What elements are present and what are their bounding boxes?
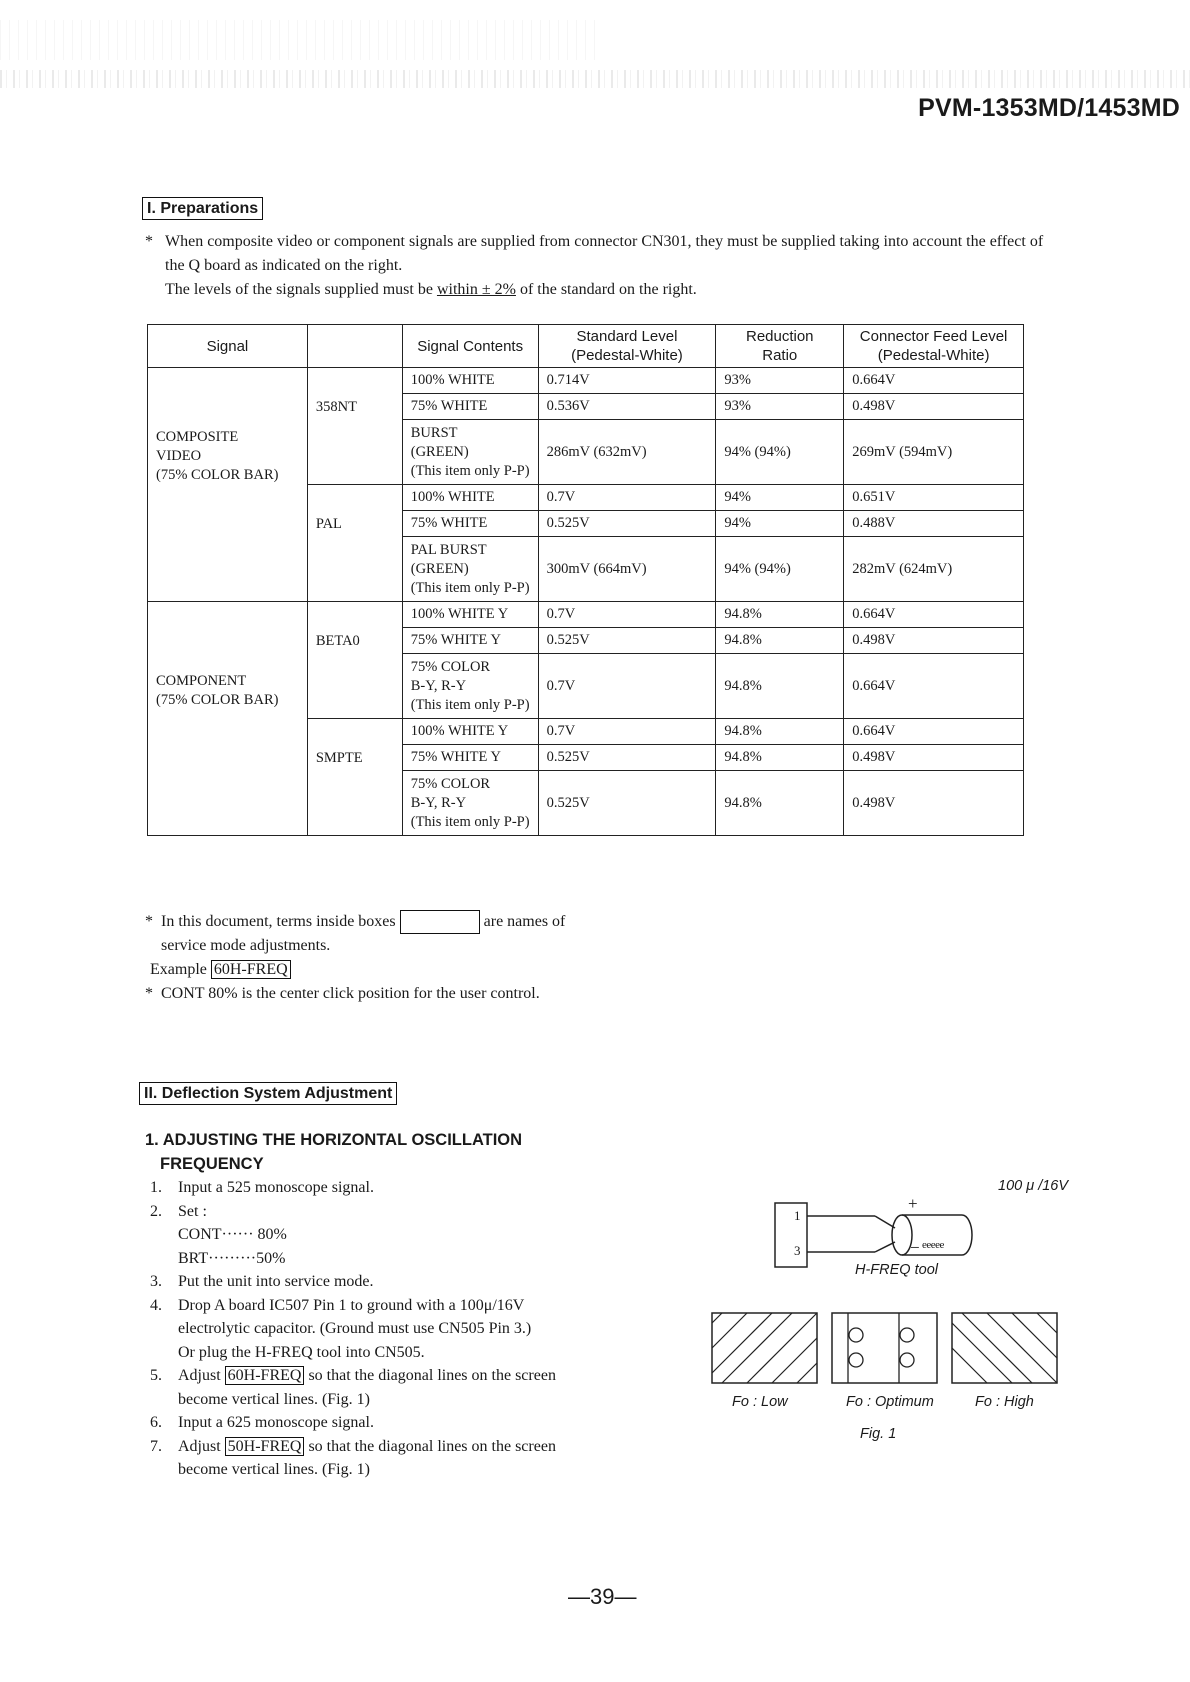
signal-system-cell: 358NT — [307, 368, 402, 485]
table-row — [148, 368, 1024, 394]
cell-feed: 0.664V — [844, 719, 1024, 745]
cell-ratio: 94.8% — [716, 654, 844, 719]
cell-standard: 300mV (664mV) — [538, 537, 716, 602]
signal-system-cell: BETA0 — [307, 602, 402, 719]
model-title: PVM-1353MD/1453MD — [918, 94, 1180, 122]
example-label: Example — [150, 961, 207, 979]
signal-level-table — [147, 324, 1024, 836]
cell-feed: 0.488V — [844, 511, 1024, 537]
cell-standard: 0.7V — [538, 654, 716, 719]
capacitor-end — [892, 1215, 912, 1255]
cell-feed: 0.498V — [844, 745, 1024, 771]
panel-low — [712, 1313, 817, 1383]
step5-adjust-box: 60H-FREQ — [225, 1366, 305, 1385]
cell-contents: 100% WHITE — [402, 368, 538, 394]
fo-high-label: Fo : High — [975, 1394, 1034, 1410]
boxes-note-text: In this document, terms inside boxes — [161, 913, 396, 930]
cell-standard: 0.525V — [538, 511, 716, 537]
cell-ratio: 94.8% — [716, 719, 844, 745]
cell-feed: 282mV (624mV) — [844, 537, 1024, 602]
cell-feed: 0.498V — [844, 628, 1024, 654]
step-item: BRT·········50% — [178, 1249, 286, 1267]
cell-feed: 0.651V — [844, 485, 1024, 511]
table-header-cell: Signal Contents — [402, 325, 538, 368]
table-header-cell: Connector Feed Level (Pedestal-White) — [844, 325, 1024, 368]
table-header-cell: Signal — [148, 325, 308, 368]
cell-contents: 100% WHITE Y — [402, 602, 538, 628]
figure-1 — [700, 1180, 1100, 1460]
cell-standard: 0.525V — [538, 628, 716, 654]
connector-outline — [775, 1203, 807, 1267]
fig-1-caption: Fig. 1 — [860, 1426, 897, 1442]
cell-standard: 0.525V — [538, 771, 716, 836]
cell-ratio: 94.8% — [716, 602, 844, 628]
step-item: CONT······ 80% — [178, 1226, 287, 1243]
table-header-cell: Standard Level (Pedestal-White) — [538, 325, 716, 368]
panel-high — [952, 1313, 1057, 1383]
signal-group-cell: COMPOSITE VIDEO (75% COLOR BAR) — [148, 368, 308, 602]
example-empty-box — [400, 910, 480, 934]
cell-feed: 269mV (594mV) — [844, 420, 1024, 485]
step-item: 1. Input a 525 monoscope signal. — [150, 1179, 374, 1196]
note-line-1: When composite video or component signals are supplied from connector CN301, they must be supplied taking into account the effect of — [165, 233, 1044, 250]
cell-standard: 0.7V — [538, 602, 716, 628]
cell-standard: 0.714V — [538, 368, 716, 394]
table-row — [148, 602, 1024, 628]
step7-adjust-box: 50H-FREQ — [225, 1437, 305, 1456]
notes-star-2: * — [145, 985, 153, 1003]
cell-standard: 0.525V — [538, 745, 716, 771]
notes-star: * — [145, 913, 153, 930]
note-line-3: The levels of the signals supplied must be within ± 2% of the standard on the right. — [165, 281, 697, 298]
preparations-note — [145, 230, 1155, 302]
cell-standard: 0.7V — [538, 485, 716, 511]
cell-contents: PAL BURST (GREEN) (This item only P-P) — [402, 537, 538, 602]
boxes-note-end: are names of — [483, 913, 566, 930]
fo-low-label: Fo : Low — [732, 1394, 788, 1410]
step-item: electrolytic capacitor. (Ground must use CN505 Pin 3.) — [178, 1320, 532, 1337]
cell-ratio: 94% — [716, 485, 844, 511]
cell-feed: 0.664V — [844, 654, 1024, 719]
minus-label: − — [910, 1238, 920, 1257]
cell-standard: 0.7V — [538, 719, 716, 745]
box-convention-note — [145, 910, 625, 1006]
cell-standard: 286mV (632mV) — [538, 420, 716, 485]
step-item: 4. Drop A board IC507 Pin 1 to ground with a 100μ/16V — [150, 1296, 525, 1314]
table-header-cell: Reduction Ratio — [716, 325, 844, 368]
scan-noise — [0, 70, 1190, 88]
step-6: 6. Input a 625 monoscope signal. — [150, 1414, 374, 1431]
signal-group-cell: COMPONENT (75% COLOR BAR) — [148, 602, 308, 836]
section-deflection-title: II. Deflection System Adjustment — [139, 1082, 397, 1105]
adjustment-steps — [150, 1176, 620, 1482]
subsection-title — [145, 1128, 522, 1176]
signal-system-cell: PAL — [307, 485, 402, 602]
cell-contents: 75% COLOR B-Y, R-Y (This item only P-P) — [402, 654, 538, 719]
cont-note: CONT 80% is the center click position for the user control. — [161, 985, 540, 1003]
capacitor-value-label: 100 μ /16V — [998, 1178, 1069, 1194]
h-freq-tool-diagram — [700, 1180, 1100, 1460]
section-preparations-title: I. Preparations — [142, 197, 263, 220]
table-header-row — [148, 325, 1024, 368]
scan-noise-top — [0, 20, 600, 60]
plus-label: + — [908, 1194, 918, 1213]
step-7: 7. Adjust 50H-FREQ so that the diagonal lines on the screen — [150, 1437, 556, 1455]
cell-ratio: 94% (94%) — [716, 420, 844, 485]
cell-contents: 100% WHITE Y — [402, 719, 538, 745]
subsection-title-line1: 1. ADJUSTING THE HORIZONTAL OSCILLATION — [145, 1131, 523, 1149]
cell-ratio: 94.8% — [716, 628, 844, 654]
cell-ratio: 94.8% — [716, 745, 844, 771]
cell-feed: 0.498V — [844, 394, 1024, 420]
step-item: 3. Put the unit into service mode. — [150, 1273, 374, 1290]
pin-1-label: 1 — [794, 1208, 801, 1223]
step-5-cont: become vertical lines. (Fig. 1) — [178, 1390, 370, 1408]
cell-feed: 0.664V — [844, 368, 1024, 394]
cell-ratio: 94% (94%) — [716, 537, 844, 602]
cell-contents: BURST (GREEN) (This item only P-P) — [402, 420, 538, 485]
cell-feed: 0.664V — [844, 602, 1024, 628]
step-5: 5. Adjust 60H-FREQ so that the diagonal lines on the screen — [150, 1367, 556, 1384]
cell-standard: 0.536V — [538, 394, 716, 420]
cell-contents: 75% WHITE — [402, 511, 538, 537]
cell-ratio: 93% — [716, 394, 844, 420]
note-line-2: the Q board as indicated on the right. — [165, 257, 403, 274]
capacitor-stripe: eeeee — [922, 1239, 944, 1251]
boxes-note-line2: service mode adjustments. — [161, 937, 331, 955]
cell-contents: 75% WHITE Y — [402, 628, 538, 654]
signal-system-cell: SMPTE — [307, 719, 402, 836]
page-number: —39— — [568, 1584, 637, 1609]
cell-feed: 0.498V — [844, 771, 1024, 836]
step-item: Or plug the H-FREQ tool into CN505. — [178, 1343, 425, 1361]
pin-3-label: 3 — [794, 1243, 801, 1258]
example-box: 60H-FREQ — [211, 960, 291, 979]
cell-contents: 75% WHITE Y — [402, 745, 538, 771]
fo-optimum-label: Fo : Optimum — [846, 1394, 934, 1410]
table-header-cell — [307, 325, 402, 368]
cell-contents: 100% WHITE — [402, 485, 538, 511]
cell-ratio: 94% — [716, 511, 844, 537]
cell-ratio: 94.8% — [716, 771, 844, 836]
h-freq-tool-label: H-FREQ tool — [855, 1262, 938, 1278]
note-star: * — [145, 233, 153, 250]
subsection-title-line2: FREQUENCY — [160, 1155, 264, 1173]
step-7-cont: become vertical lines. (Fig. 1) — [178, 1461, 370, 1478]
cell-contents: 75% COLOR B-Y, R-Y (This item only P-P) — [402, 771, 538, 836]
cell-contents: 75% WHITE — [402, 394, 538, 420]
step-item: 2. Set : — [150, 1202, 207, 1220]
cell-ratio: 93% — [716, 368, 844, 394]
